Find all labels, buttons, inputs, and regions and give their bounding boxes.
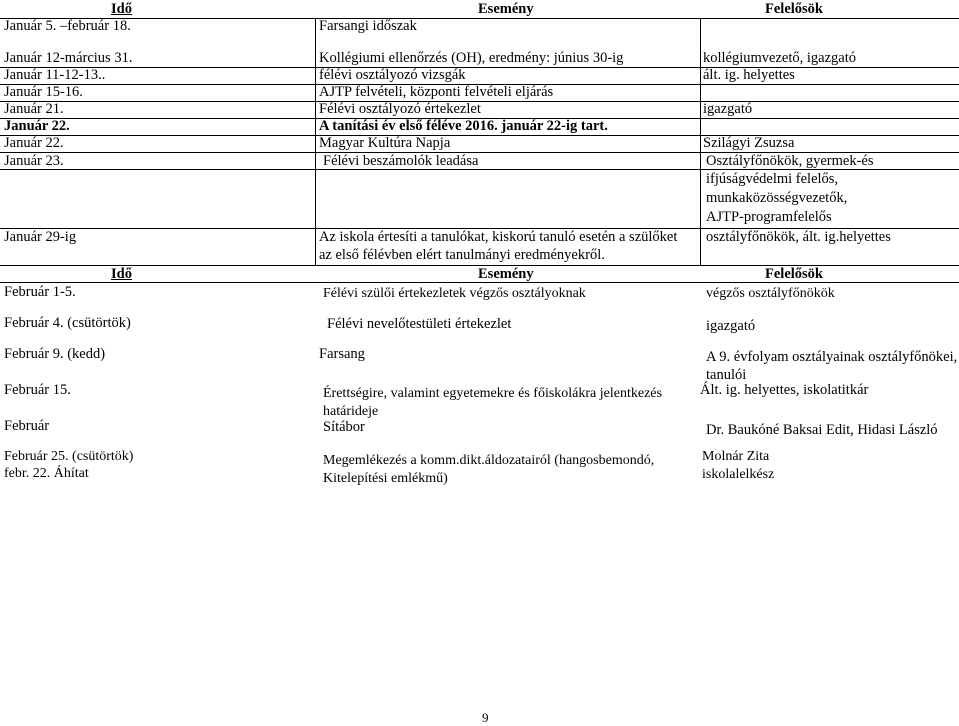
feb-row6-ido: Február 25. (csütörtök) bbox=[4, 449, 134, 464]
feb-row4-felelos: Ált. ig. helyettes, iskolatitkár bbox=[700, 382, 869, 398]
row5-felelos: igazgató bbox=[703, 101, 753, 117]
row7-esemeny: Magyar Kultúra Napja bbox=[319, 135, 451, 151]
feb-row4-esemeny: Érettségire, valamint egyetemekre és főiskolákra jelentkezés bbox=[323, 386, 662, 401]
feb-row6-esemeny-line2: Kitelepítési emlékmű) bbox=[323, 471, 448, 486]
row8-felelos-line4: AJTP-programfelelős bbox=[706, 209, 832, 225]
row8-felelos-line3: munkaközösségvezetők, bbox=[706, 190, 848, 206]
feb-row3-felelos: A 9. évfolyam osztályainak osztályfőnökei, bbox=[706, 349, 958, 365]
row-divider bbox=[0, 135, 959, 136]
feb-row3-felelos-line2: tanulói bbox=[706, 367, 747, 383]
feb-row3-ido: Február 9. (kedd) bbox=[4, 346, 106, 362]
feb-row5-ido: Február bbox=[4, 418, 50, 434]
column-divider bbox=[315, 18, 316, 265]
row4-esemeny: AJTP felvételi, központi felvételi eljárás bbox=[319, 84, 554, 100]
row8-ido: Január 23. bbox=[4, 153, 64, 169]
row-divider bbox=[0, 67, 959, 68]
header2-felelosok: Felelősök bbox=[765, 266, 823, 282]
feb-row2-ido: Február 4. (csütörtök) bbox=[4, 315, 131, 331]
header2-ido: Idő bbox=[111, 266, 132, 282]
row9-esemeny: Az iskola értesíti a tanulókat, kiskorú tanuló esetén a szülőket bbox=[319, 229, 678, 245]
header-esemeny: Esemény bbox=[478, 1, 534, 17]
row1-esemeny: Farsangi időszak bbox=[319, 18, 417, 34]
header-felelosok: Felelősök bbox=[765, 1, 823, 17]
column-divider bbox=[700, 18, 701, 265]
row2-esemeny: Kollégiumi ellenőrzés (OH), eredmény: június 30-ig bbox=[319, 50, 624, 66]
row5-ido: Január 21. bbox=[4, 101, 64, 117]
row9-esemeny-line2: az első félévben elért tanulmányi eredményekről. bbox=[319, 247, 605, 263]
feb-row3-esemeny: Farsang bbox=[319, 346, 365, 362]
header2-esemeny: Esemény bbox=[478, 266, 534, 282]
feb-row4-ido: Február 15. bbox=[4, 382, 71, 398]
feb-row2-felelos: igazgató bbox=[706, 318, 756, 334]
page-number: 9 bbox=[482, 710, 489, 725]
feb-row1-felelos: végzős osztályfőnökök bbox=[706, 286, 835, 301]
feb-row6-esemeny: Megemlékezés a komm.dikt.áldozatairól (hangosbemondó, bbox=[323, 453, 655, 468]
row7-felelos: Szilágyi Zsuzsa bbox=[703, 135, 795, 151]
row8-felelos-line2: ifjúságvédelmi felelős, bbox=[706, 171, 839, 187]
row5-esemeny: Félévi osztályozó értekezlet bbox=[319, 101, 481, 117]
row7-ido: Január 22. bbox=[4, 135, 64, 151]
row8-esemeny: Félévi beszámolók leadása bbox=[323, 153, 479, 169]
row3-esemeny: félévi osztályozó vizsgák bbox=[319, 67, 466, 83]
feb-row6-ido-line2: febr. 22. Áhítat bbox=[4, 466, 89, 481]
header-ido: Idő bbox=[111, 1, 132, 17]
row9-ido: Január 29-ig bbox=[4, 229, 77, 245]
feb-row5-esemeny: Sítábor bbox=[323, 419, 365, 435]
feb-row2-esemeny: Félévi nevelőtestületi értekezlet bbox=[327, 316, 512, 332]
feb-row5-felelos: Dr. Baukóné Baksai Edit, Hidasi László bbox=[706, 422, 938, 438]
feb-row4-esemeny-line2: határideje bbox=[323, 404, 379, 419]
row-divider bbox=[0, 18, 959, 19]
feb-row1-ido: Február 1-5. bbox=[4, 284, 76, 300]
row9-felelos: osztályfőnökök, ált. ig.helyettes bbox=[706, 229, 891, 245]
row8-felelos: Osztályfőnökök, gyermek-és bbox=[706, 153, 874, 169]
row3-ido: Január 11-12-13.. bbox=[4, 67, 106, 83]
row2-felelos: kollégiumvezető, igazgató bbox=[703, 50, 857, 66]
row3-felelos: ált. ig. helyettes bbox=[703, 67, 795, 83]
feb-row1-esemeny: Félévi szülői értekezletek végzős osztályoknak bbox=[323, 286, 586, 301]
row6-ido: Január 22. bbox=[4, 118, 70, 134]
feb-row6-felelos: Molnár Zita bbox=[702, 449, 770, 464]
feb-row6-felelos-line2: iskolalelkész bbox=[702, 467, 775, 482]
row1-ido: Január 5. –február 18. bbox=[4, 18, 131, 34]
row6-esemeny: A tanítási év első féléve 2016. január 22-ig tart. bbox=[319, 118, 608, 134]
row2-ido: Január 12-március 31. bbox=[4, 50, 133, 66]
row4-ido: Január 15-16. bbox=[4, 84, 83, 100]
